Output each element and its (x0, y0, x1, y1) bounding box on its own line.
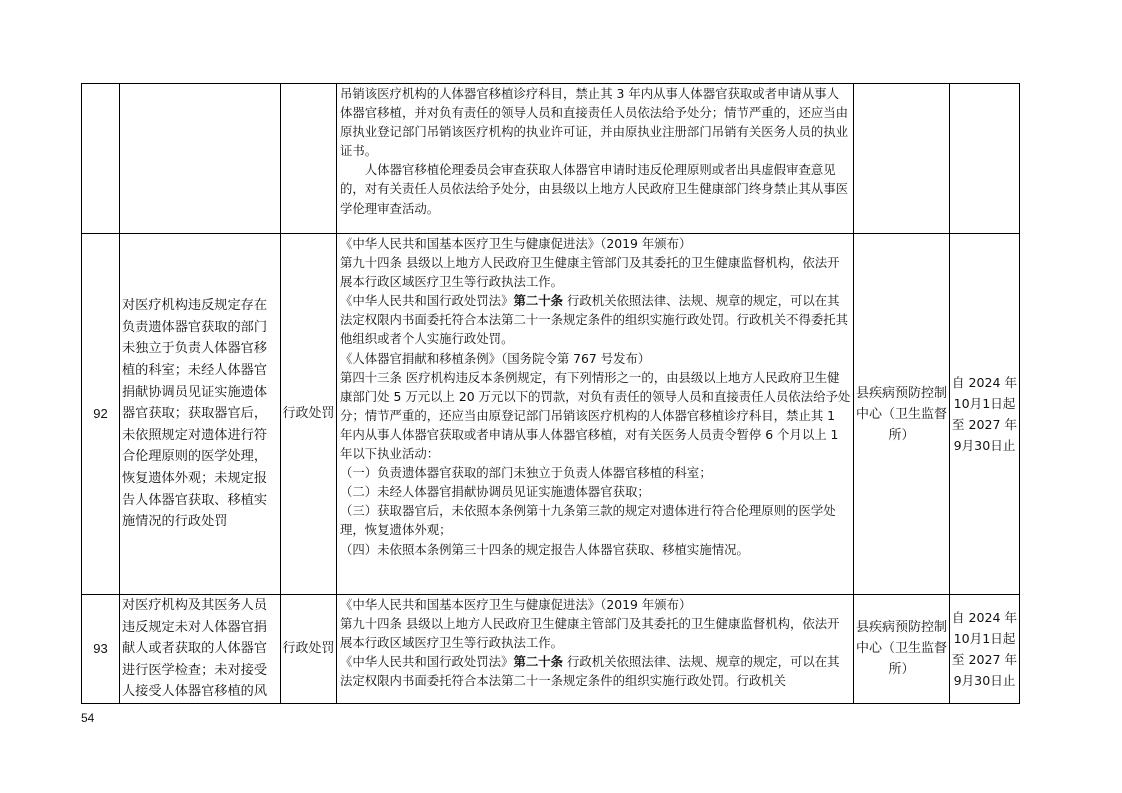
basis-paragraph: （三）获取器官后，未依照本条例第十九条第三款的规定对遗体进行符合伦理原则的医学处理，恢复遗体外观； (340, 503, 836, 538)
legal-basis-cell (337, 595, 854, 704)
basis-paragraph (340, 291, 851, 348)
table-row (82, 234, 1020, 595)
law-title: 《中华人民共和国行政处罚法》 (340, 293, 514, 309)
basis-paragraph: （四）未依照本条例第三十四条的规定报告人体器官获取、移植实施情况。 (340, 541, 749, 557)
department-cell: 县疾病预防控制中心（卫生监督所） (854, 595, 950, 704)
table-row (82, 595, 1020, 704)
basis-paragraph: 《中华人民共和国基本医疗卫生与健康促进法》（2019 年颁布） (340, 236, 692, 251)
article-text: 行政机关依照法律、法规、规章的规定，可以在其法定权限内书面委托符合本法第二十一条规定条件的组织实施行政处罚。行政机关 (340, 654, 840, 689)
matter-cell (120, 84, 281, 234)
enforcement-matters-table (81, 83, 1020, 704)
basis-paragraph: 《中华人民共和国基本医疗卫生与健康促进法》（2019 年颁布） (340, 597, 692, 612)
category-cell: 行政处罚 (281, 595, 337, 704)
basis-paragraph: 《人体器官捐献和移植条例》（国务院令第 767 号发布） (340, 350, 651, 366)
page-number: 54 (81, 711, 95, 725)
category-cell (281, 84, 337, 234)
basis-paragraph: 吊销该医疗机构的人体器官移植诊疗科目，禁止其 3 年内从事人体器官获取或者申请从事人体器官移植，并对负有责任的领导人员和直接责任人员依法给予处分；情节严重的，还应当由原执业登记部门吊销该医疗机构的执业许可证，并由原执业注册部门吊销有关医务人员的执业证书。 (340, 86, 849, 159)
row-number: 92 (82, 234, 120, 595)
basis-paragraph: （一）负责遗体器官获取的部门未独立于负责人体器官移植的科室； (340, 465, 712, 481)
period-cell: 自 2024 年10月1日起至 2027 年9月30日止 (950, 234, 1020, 595)
department-cell: 县疾病预防控制中心（卫生监督所） (854, 234, 950, 595)
legal-basis-cell (337, 84, 854, 234)
basis-paragraph: 第九十四条 县级以上地方人民政府卫生健康主管部门及其委托的卫生健康监督机构，依法开展本行政区域医疗卫生等行政执法工作。 (340, 616, 840, 651)
basis-paragraph: 第九十四条 县级以上地方人民政府卫生健康主管部门及其委托的卫生健康监督机构，依法开展本行政区域医疗卫生等行政执法工作。 (340, 255, 840, 290)
period-cell: 自 2024 年10月1日起至 2027 年9月30日止 (950, 595, 1020, 704)
matter-cell: 对医疗机构违反规定存在负责遗体器官获取的部门未独立于负责人体器官移植的科室；未经人体器官捐献协调员见证实施遗体器官获取；获取器官后，未依照规定对遗体进行符合伦理原则的医学处理，恢复遗体外观；未规定报告人体器官获取、移植实施情况的行政处罚 (120, 234, 281, 595)
row-number (82, 84, 120, 234)
basis-paragraph: （二）未经人体器官捐献协调员见证实施遗体器官获取； (340, 484, 650, 500)
legal-basis-cell (337, 234, 854, 595)
matter-cell: 对医疗机构及其医务人员违反规定未对人体器官捐献人或者获取的人体器官进行医学检查；未对接受人接受人体器官移植的风 (120, 595, 281, 704)
table-row (82, 84, 1020, 234)
article-number: 第二十条 (513, 654, 564, 670)
article-text: 行政机关依照法律、法规、规章的规定，可以在其法定权限内书面委托符合本法第二十一条规定条件的组织实施行政处罚。行政机关不得委托其他组织或者个人实施行政处罚。 (340, 293, 849, 347)
category-cell: 行政处罚 (281, 234, 337, 595)
article-number: 第二十条 (513, 293, 564, 309)
row-number: 93 (82, 595, 120, 704)
basis-paragraph: 人体器官移植伦理委员会审查获取人体器官申请时违反伦理原则或者出具虚假审查意见的，对有关责任人员依法给予处分，由县级以上地方人民政府卫生健康部门终身禁止其从事医学伦理审查活动。 (340, 162, 849, 216)
department-cell (854, 84, 950, 234)
period-cell (950, 84, 1020, 234)
basis-paragraph (340, 652, 851, 690)
law-title: 《中华人民共和国行政处罚法》 (340, 654, 514, 670)
basis-paragraph: 第四十三条 医疗机构违反本条例规定，有下列情形之一的，由县级以上地方人民政府卫生健康部门处 5 万元以上 20 万元以下的罚款，对负有责任的领导人员和直接责任人员依法给予处分；情节严重的，还应当由原登记部门吊销该医疗机构的人体器官移植诊疗科目，禁止其 1 年内从事人体器官获取或者申请从事人体器官移植，对有关医务人员责令暂停 6 个月以上 1 年以下执业活动： (340, 369, 851, 462)
